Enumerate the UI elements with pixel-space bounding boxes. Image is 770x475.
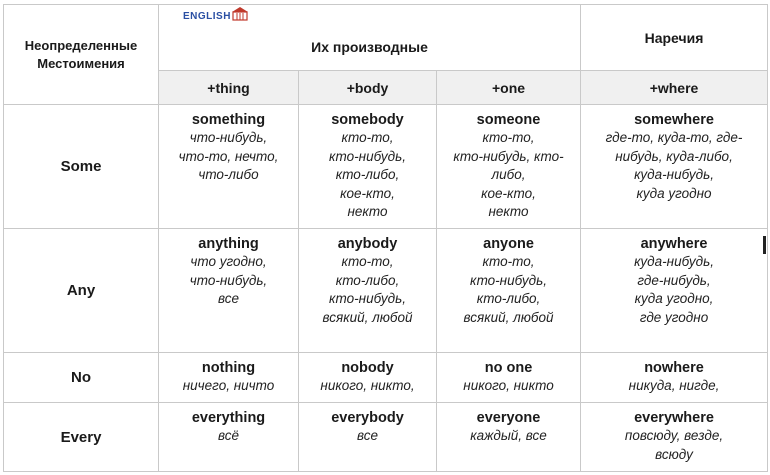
word: nothing <box>201 360 256 377</box>
subheader-one: +one <box>437 71 581 105</box>
translation: где угодно <box>639 309 709 325</box>
translation: повсюду, везде, <box>624 428 724 443</box>
header-derivatives <box>159 5 581 71</box>
table-cell <box>437 403 581 472</box>
translation: кто-либо, <box>335 167 400 182</box>
translation: никого, никто <box>463 378 554 394</box>
word: something <box>191 112 266 128</box>
word: someone <box>476 112 541 128</box>
table-cell <box>159 353 299 403</box>
table-cell <box>299 229 437 353</box>
header-adverbs: Наречия <box>581 5 768 71</box>
word: no one <box>484 360 533 377</box>
english-logo <box>183 11 248 24</box>
table-cell <box>299 403 437 472</box>
translation: кто-то, <box>482 254 535 269</box>
translation: всюду <box>655 446 693 462</box>
translation: всё <box>217 428 239 443</box>
translation: некто <box>347 204 388 219</box>
translation: что-либо <box>198 167 259 182</box>
translation: куда-нибудь, <box>634 167 714 182</box>
word: somewhere <box>634 112 714 128</box>
table-row <box>4 229 768 353</box>
table-row <box>4 105 768 229</box>
word: everywhere <box>634 410 714 426</box>
translation: никого, никто, <box>320 378 415 394</box>
translation: что-то, нечто, <box>178 148 279 164</box>
translation: кто-либо, <box>335 272 400 288</box>
pronouns-table <box>3 4 768 472</box>
translation: кто-то, <box>341 254 394 269</box>
translation: кое-кто, <box>481 185 536 201</box>
table-cell <box>159 403 299 472</box>
translation: ничего, ничто <box>182 378 275 394</box>
word: anybody <box>337 236 398 252</box>
subheader-where: +where <box>581 71 768 105</box>
word: nowhere <box>644 360 704 377</box>
translation: кто-нибудь, <box>470 272 547 288</box>
translation: никуда, нигде, <box>628 378 720 394</box>
translation: куда угодно, <box>634 291 714 306</box>
translation: что-нибудь, <box>189 272 268 288</box>
subheader-thing: +thing <box>159 71 299 105</box>
word: nobody <box>341 360 394 377</box>
word: anything <box>198 236 259 252</box>
translation: что угодно, <box>190 254 267 269</box>
row-label: No <box>4 353 159 403</box>
table-cell <box>581 229 768 353</box>
table-cell <box>581 353 768 403</box>
translation: куда-нибудь, <box>634 254 714 269</box>
table-cell <box>437 353 581 403</box>
translation: кто-либо, <box>476 291 541 306</box>
derivatives-title: Их производные <box>311 38 428 55</box>
header-pronouns: Неопределенные Местоимения <box>4 5 159 105</box>
translation: кое-кто, <box>340 185 395 201</box>
table-cell <box>159 105 299 229</box>
translation: кто-нибудь, <box>329 148 406 164</box>
translation: всякий, любой <box>463 309 554 325</box>
translation: где-нибудь, <box>637 272 711 288</box>
translation: кто-нибудь, кто- <box>453 148 564 164</box>
translation: что-нибудь, <box>189 130 268 145</box>
word: anyone <box>483 236 534 252</box>
header-row <box>4 5 768 71</box>
word: somebody <box>331 112 404 128</box>
table-cell <box>581 403 768 472</box>
edge-marker <box>763 236 766 254</box>
subheader-body: +body <box>299 71 437 105</box>
table-cell <box>581 105 768 229</box>
translation: куда угодно <box>636 185 712 201</box>
row-label: Some <box>4 105 159 229</box>
word: everybody <box>331 410 404 426</box>
table-cell <box>437 105 581 229</box>
translation: каждый, все <box>470 428 547 443</box>
translation: кто-нибудь, <box>329 291 406 306</box>
table-cell <box>437 229 581 353</box>
table-cell <box>299 105 437 229</box>
translation: нибудь, куда-либо, <box>615 148 733 164</box>
row-label: Every <box>4 403 159 472</box>
table-row <box>4 403 768 472</box>
word: anywhere <box>640 236 708 252</box>
table-row <box>4 353 768 403</box>
translation: кто-то, <box>341 130 394 145</box>
table-cell <box>299 353 437 403</box>
translation: все <box>217 291 239 306</box>
word: everything <box>191 410 266 426</box>
word: everyone <box>476 410 541 426</box>
table-cell <box>159 229 299 353</box>
building-icon <box>232 7 248 24</box>
translation: некто <box>488 204 529 219</box>
logo-text: ENGLISH <box>183 11 231 22</box>
translation: кто-то, <box>482 130 535 145</box>
translation: всякий, любой <box>322 309 413 325</box>
translation: либо, <box>491 167 526 182</box>
translation: где-то, куда-то, где- <box>605 130 743 145</box>
translation: все <box>356 428 378 443</box>
row-label: Any <box>4 229 159 353</box>
